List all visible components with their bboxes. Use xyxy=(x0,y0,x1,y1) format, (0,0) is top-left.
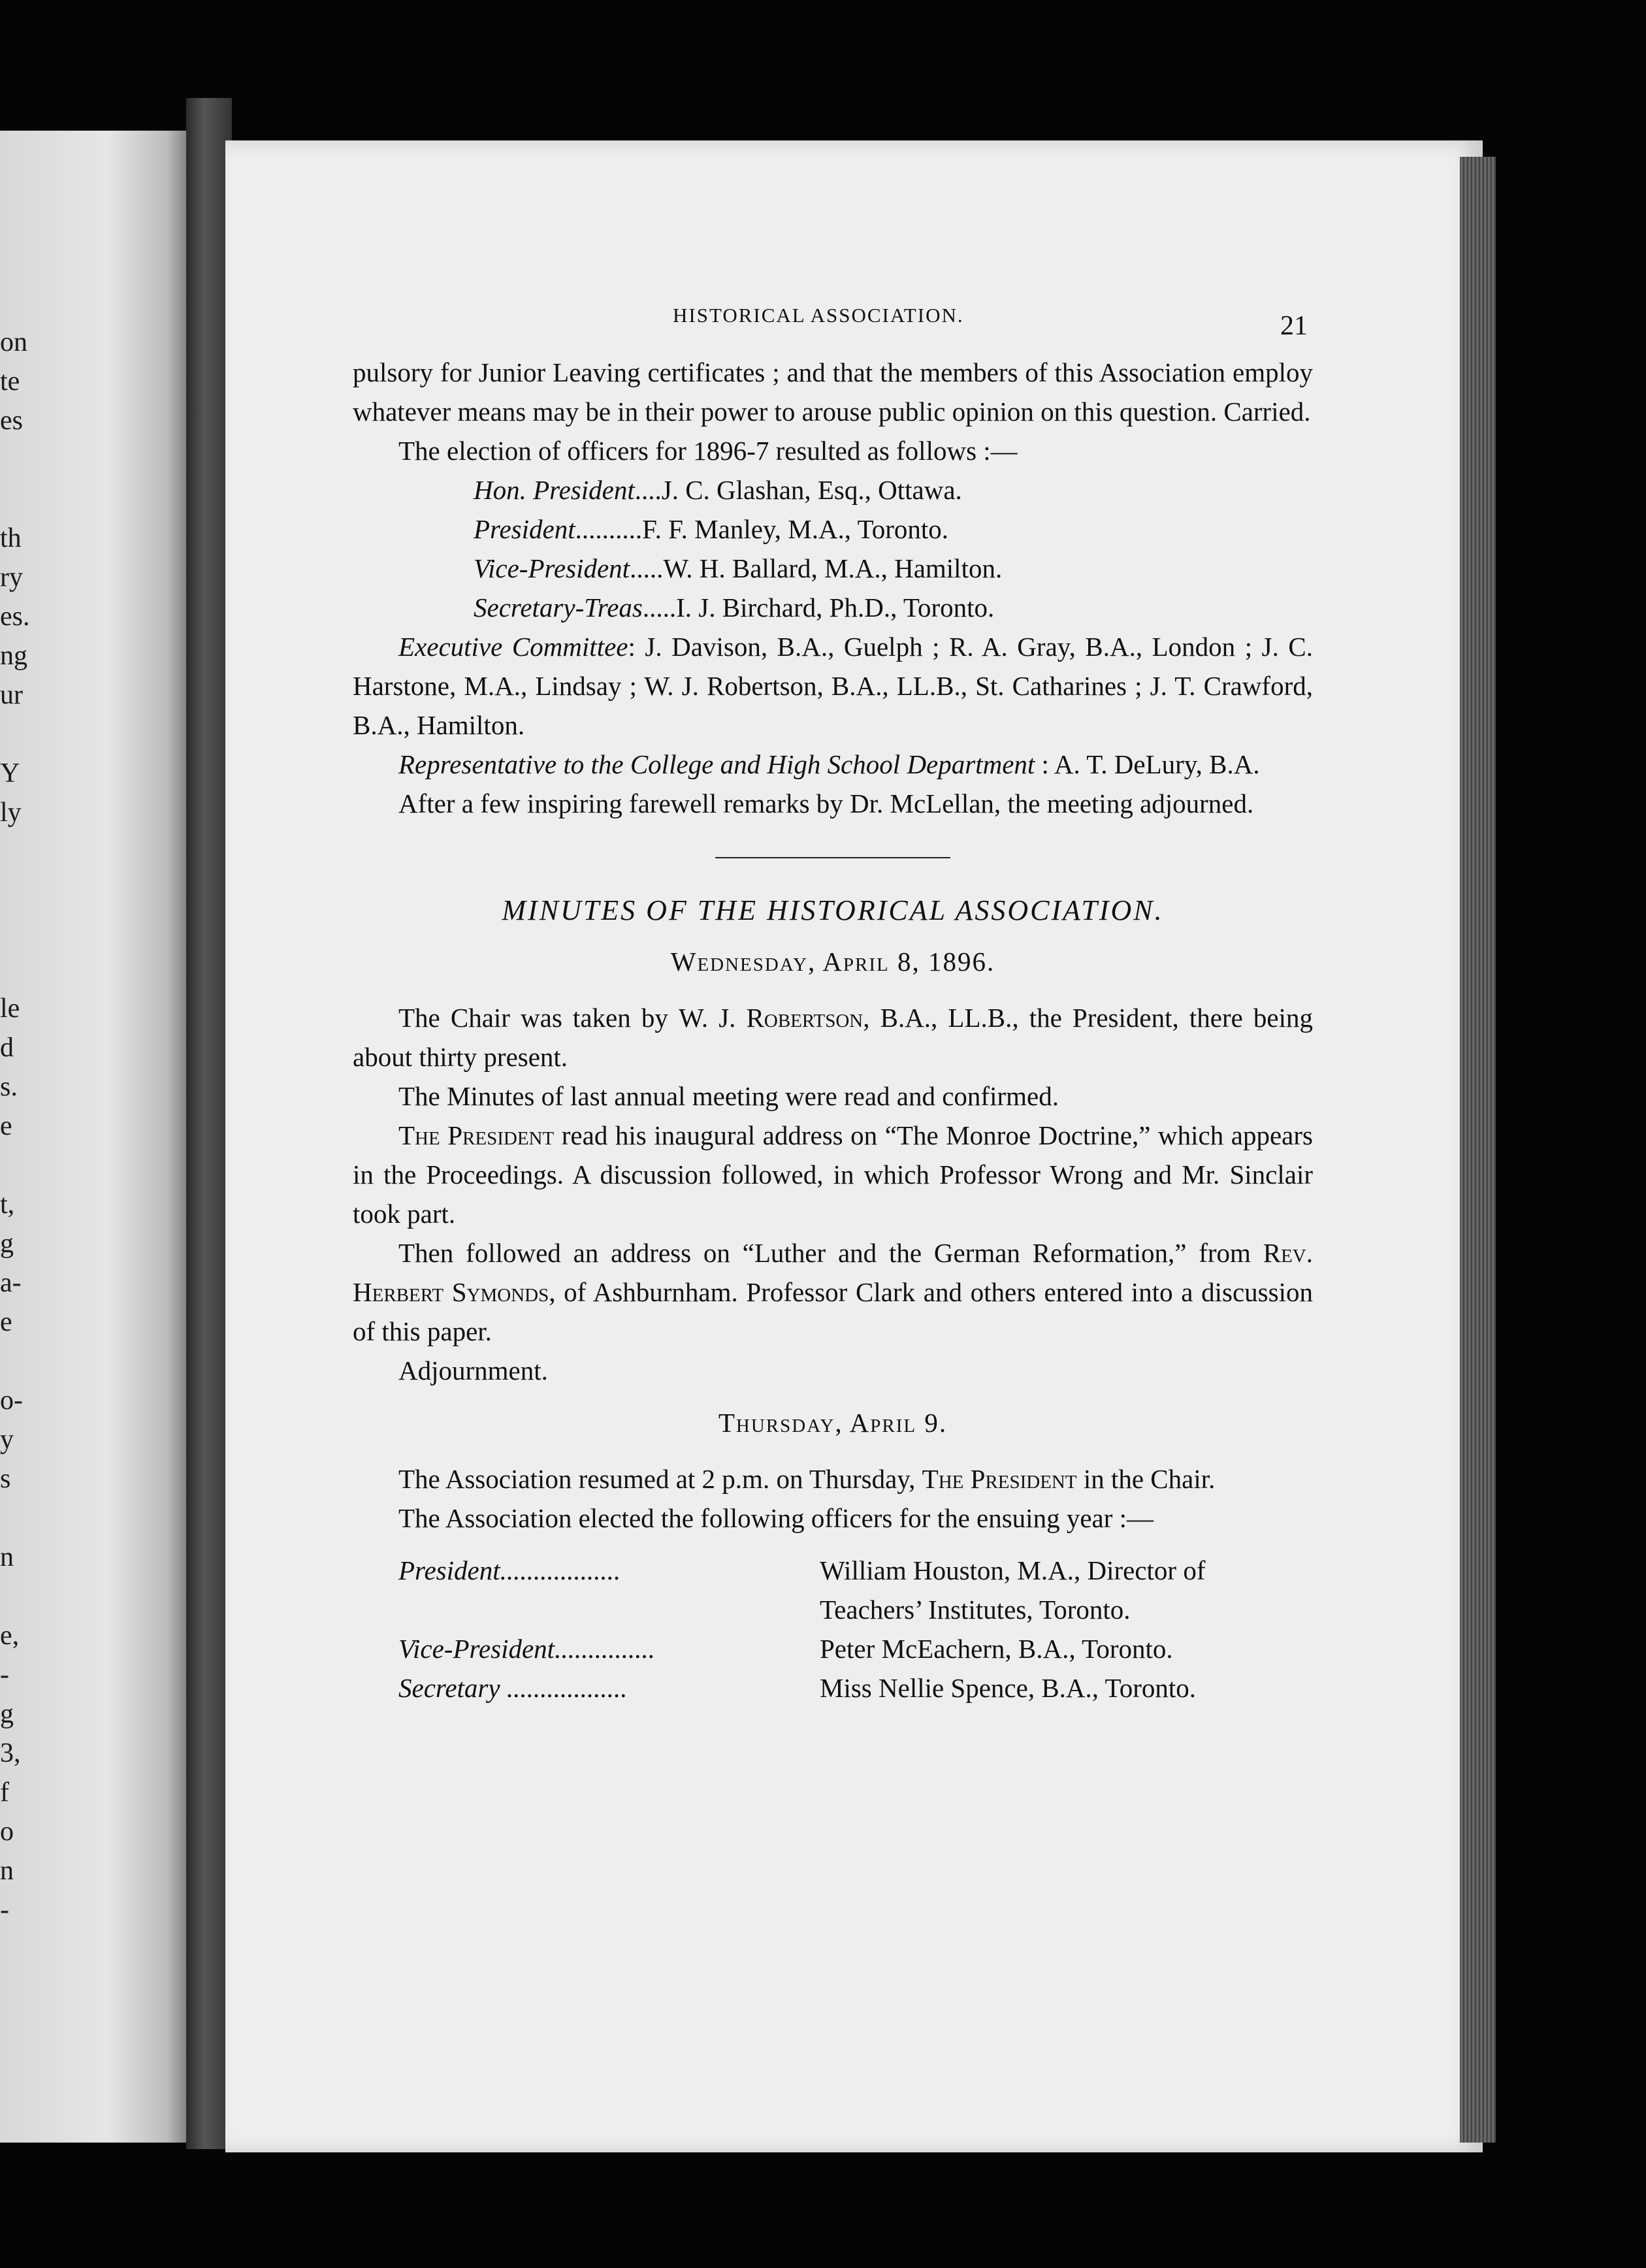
officers-elected-list xyxy=(353,1551,1313,1708)
margin-fragment: f xyxy=(0,1777,9,1807)
minutes-paragraph xyxy=(353,998,1313,1077)
page-body xyxy=(353,287,1313,1708)
executive-committee xyxy=(353,627,1313,745)
person-name: Rev. Herbert Symonds xyxy=(353,1238,1313,1307)
paragraph-continuation: pulsory for Junior Leaving certificates ; and that the members of this Association employ whatever means may be in their power to arouse public opinion on this question. Carried. xyxy=(353,357,1313,427)
text-run: Then followed an address on “Luther and the German Reformation,” from xyxy=(398,1238,1263,1268)
minutes-paragraph xyxy=(353,1459,1313,1498)
left-page-sliver xyxy=(0,131,196,2143)
officer-name-continuation: Teachers’ Institutes, Toronto. xyxy=(820,1595,1131,1625)
officer-name: W. H. Ballard, M.A., Hamilton. xyxy=(663,553,1003,583)
margin-fragment: e xyxy=(0,1111,12,1141)
leader-dots: .... xyxy=(634,475,662,505)
officer-title: President xyxy=(398,1555,500,1585)
minutes-paragraph xyxy=(353,1233,1313,1351)
officer-row xyxy=(398,1668,1313,1708)
representative-name: : A. T. DeLury, B.A. xyxy=(1035,749,1260,779)
left-margin-text xyxy=(0,131,39,2143)
day-heading: Thursday, April 9. xyxy=(718,1408,948,1438)
page-edges xyxy=(1460,157,1496,2143)
officer-title: Secretary xyxy=(398,1673,500,1703)
margin-fragment: s. xyxy=(0,1072,18,1102)
margin-fragment: Y xyxy=(0,758,20,788)
representative-label: Representative to the College and High School Department xyxy=(398,749,1035,779)
margin-fragment: - xyxy=(0,1660,9,1690)
minutes-paragraph xyxy=(353,1116,1313,1233)
margin-fragment: s xyxy=(0,1464,11,1494)
officer-row xyxy=(353,510,1313,549)
officer-name: F. F. Manley, M.A., Toronto. xyxy=(642,514,949,544)
margin-fragment: le xyxy=(0,994,20,1024)
officer-title: Secretary-Treas xyxy=(474,592,643,623)
person-name: W. J. Robertson xyxy=(678,1003,863,1033)
margin-fragment: - xyxy=(0,1895,9,1925)
margin-fragment: es xyxy=(0,406,23,436)
running-head: HISTORICAL ASSOCIATION. xyxy=(673,304,964,327)
leader-dots: ..... xyxy=(642,592,677,623)
officer-title: Vice-President xyxy=(474,553,630,583)
section-title: MINUTES OF THE HISTORICAL ASSOCIATION. xyxy=(502,894,1164,926)
officer-row xyxy=(398,1551,1313,1590)
margin-fragment: ly xyxy=(0,798,22,828)
officer-row xyxy=(353,549,1313,588)
page-number: 21 xyxy=(1280,311,1308,341)
officer-title: Hon. President xyxy=(474,475,635,505)
margin-fragment: 3, xyxy=(0,1738,21,1768)
leader-dots: ............... xyxy=(555,1634,655,1664)
officer-name: Miss Nellie Spence, B.A., Toronto. xyxy=(820,1673,1197,1703)
officer-row xyxy=(353,588,1313,627)
officer-name: I. J. Birchard, Ph.D., Toronto. xyxy=(676,592,995,623)
officer-name: J. C. Glashan, Esq., Ottawa. xyxy=(661,475,962,505)
text-run: in the Chair. xyxy=(1076,1464,1216,1494)
margin-fragment: ng xyxy=(0,641,27,671)
election-intro: The election of officers for 1896-7 resulted as follows :— xyxy=(398,436,1018,466)
text-run: , of Ashburnham. Professor Clark and others entered into a discussion of this paper. xyxy=(353,1277,1313,1346)
text-run: The Chair was taken by xyxy=(398,1003,679,1033)
leader-dots: ..... xyxy=(630,553,664,583)
margin-fragment: d xyxy=(0,1033,14,1063)
margin-fragment: te xyxy=(0,366,20,397)
officer-title: President xyxy=(474,514,575,544)
minutes-paragraph: Adjournment. xyxy=(398,1355,548,1385)
officer-title: Vice-President xyxy=(398,1634,555,1664)
minutes-paragraph: The Association elected the following officers for the ensuing year :— xyxy=(398,1503,1154,1533)
executive-label: Executive Committee xyxy=(398,632,628,662)
margin-fragment: g xyxy=(0,1699,14,1729)
margin-fragment: e, xyxy=(0,1621,20,1651)
officer-name: Peter McEachern, B.A., Toronto. xyxy=(820,1634,1173,1664)
officer-row xyxy=(398,1629,1313,1668)
margin-fragment: t, xyxy=(0,1190,15,1220)
margin-fragment: o- xyxy=(0,1385,23,1416)
leader-dots: .......... xyxy=(575,514,643,544)
margin-fragment: es. xyxy=(0,602,30,632)
leader-dots: .................. xyxy=(500,1673,628,1703)
margin-fragment: ur xyxy=(0,680,23,710)
officer-name: William Houston, M.A., Director of xyxy=(820,1555,1206,1585)
minutes-paragraph: The Minutes of last annual meeting were read and confirmed. xyxy=(398,1081,1059,1111)
margin-fragment: ry xyxy=(0,562,23,592)
person-name: The President xyxy=(922,1464,1077,1494)
text-run: The Association resumed at 2 p.m. on Thursday, xyxy=(398,1464,922,1494)
executive-members: : J. Davison, B.A., Guelph ; R. A. Gray, B.A., London ; J. C. Harstone, M.A., Lindsay ; W. J. Robertson, B.A., LL.B., St. Catharines ; J. T. Crawford, B.A., Hamilton. xyxy=(353,632,1314,740)
officer-row xyxy=(353,470,1313,510)
officer-title-with-dots xyxy=(398,1551,820,1590)
margin-fragment: th xyxy=(0,523,22,553)
margin-fragment: e xyxy=(0,1307,12,1337)
margin-fragment: a- xyxy=(0,1268,22,1298)
day-heading: Wednesday, April 8, 1896. xyxy=(670,947,995,977)
officer-title-with-dots xyxy=(398,1668,820,1708)
person-name: The President xyxy=(398,1120,555,1150)
margin-fragment: y xyxy=(0,1425,14,1455)
section-divider xyxy=(715,857,950,858)
officer-title-with-dots xyxy=(398,1629,820,1668)
margin-fragment: g xyxy=(0,1229,14,1259)
margin-fragment: n xyxy=(0,1856,14,1886)
margin-fragment: o xyxy=(0,1817,14,1847)
leader-dots: .................. xyxy=(500,1555,621,1585)
margin-fragment: on xyxy=(0,327,27,357)
officers-1896-list xyxy=(353,470,1313,627)
text-run: read his inaugural address on “The Monroe Doctrine,” which appears in the Proceedings. A discussion followed, in which Professor Wrong and Mr. Sinclair took part. xyxy=(353,1120,1313,1229)
representative xyxy=(353,745,1313,784)
closing-paragraph: After a few inspiring farewell remarks by Dr. McLellan, the meeting adjourned. xyxy=(398,788,1254,818)
text-run: , B.A., LL.B., the President, there being about thirty present. xyxy=(353,1003,1313,1072)
margin-fragment: n xyxy=(0,1542,14,1572)
